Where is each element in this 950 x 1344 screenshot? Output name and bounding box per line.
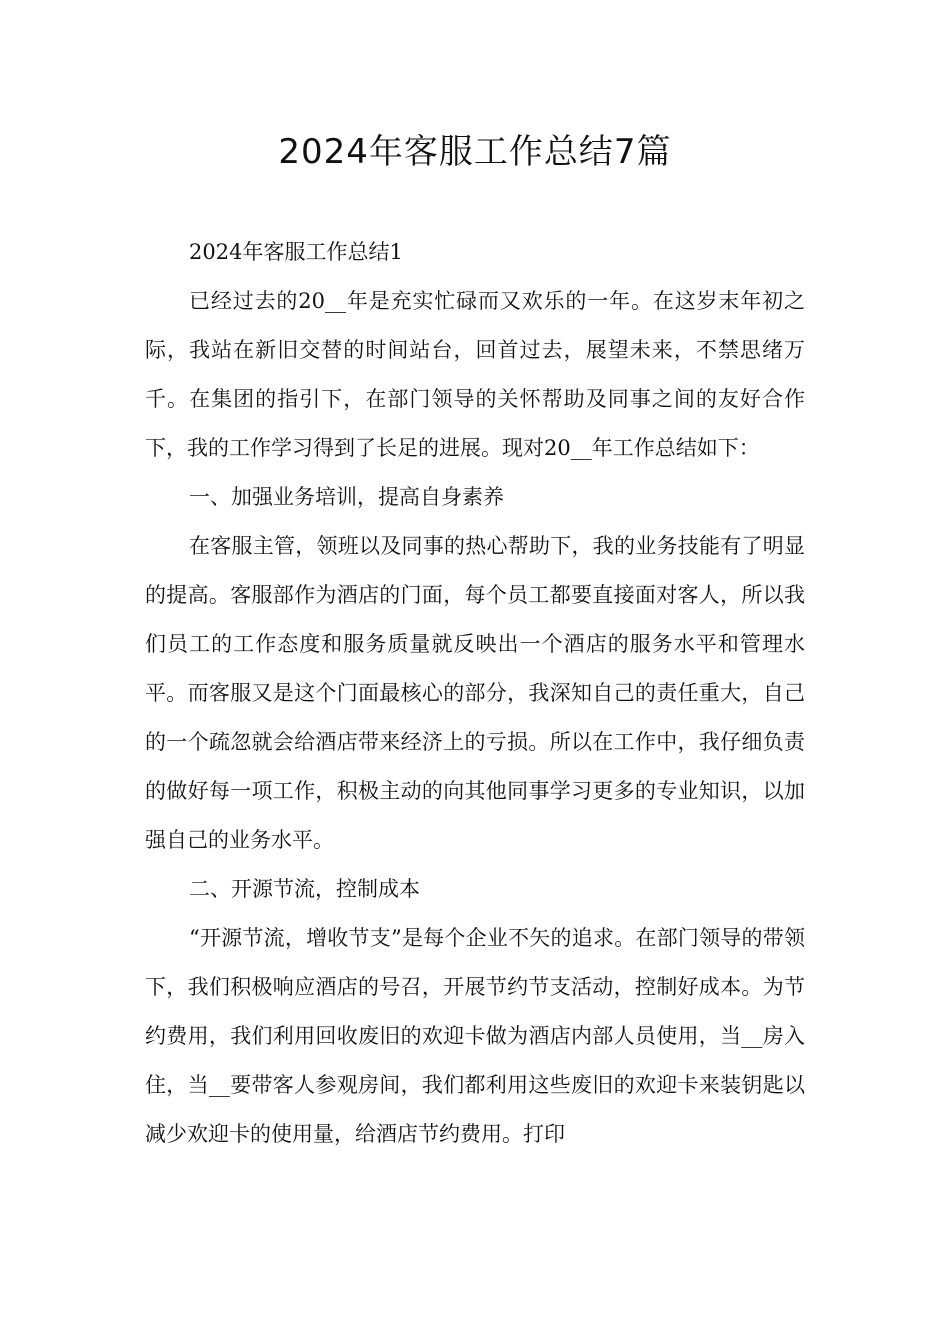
paragraph-training: 在客服主管，领班以及同事的热心帮助下，我的业务技能有了明显的提高。客服部作为酒店的门面，每个员工都要直接面对客人，所以我们员工的工作态度和服务质量就反映出一个酒店的服务水平和管理水平。而客服又是这个门面最核心的部分，我深知自己的责任重大，自己的一个疏忽就会给酒店带来经济上的亏损。所以在工作中，我仔细负责的做好每一项工作，积极主动的向其他同事学习更多的专业知识，以加强自己的业务水平。 [145,534,805,852]
paragraph-intro: 已经过去的20__年是充实忙碌而又欢乐的一年。在这岁末年初之际，我站在新旧交替的时间站台，回首过去，展望未来，不禁思绪万千。在集团的指引下，在部门领导的关怀帮助及同事之间的友好合作下，我的工作学习得到了长足的进展。现对20__年工作总结如下： [145,289,805,460]
document-body [145,228,805,1159]
paragraph-cost: “开源节流，增收节支”是每个企业不矢的追求。在部门领导的带领下，我们积极响应酒店的号召，开展节约节支活动，控制好成本。为节约费用，我们利用回收废旧的欢迎卡做为酒店内部人员使用，当__房入住，当__要带客人参观房间，我们都利用这些废旧的欢迎卡来装钥匙以减少欢迎卡的使用量，给酒店节约费用。打印 [145,926,805,1146]
section-heading-training: 一、加强业务培训，提高自身素养 [189,485,504,509]
section-subtitle: 2024年客服工作总结1 [189,240,403,264]
document-title: 2024年客服工作总结7篇 [278,132,672,172]
section-heading-cost: 二、开源节流，控制成本 [189,877,420,901]
